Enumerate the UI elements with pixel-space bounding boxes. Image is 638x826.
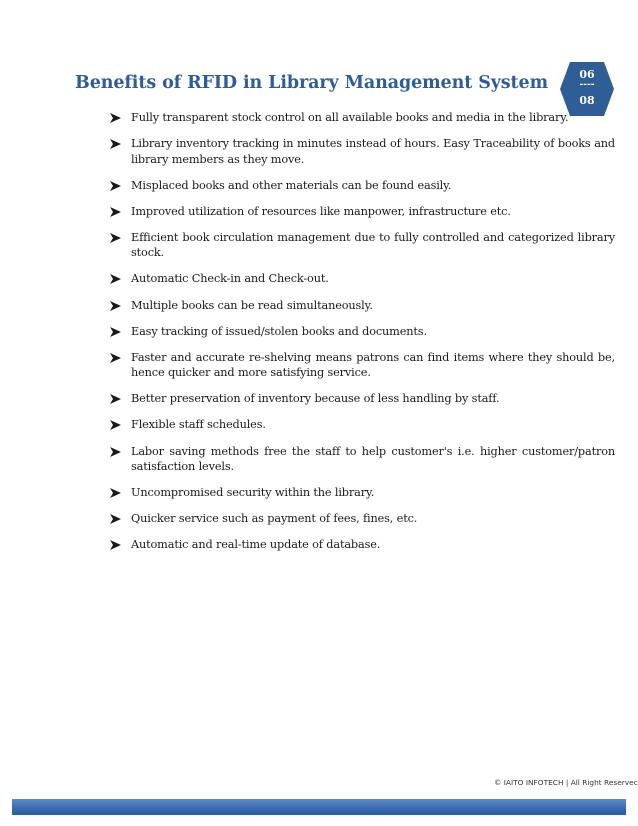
arrow-bullet-icon	[110, 447, 121, 457]
arrow-bullet-icon	[110, 394, 121, 404]
list-item	[110, 324, 615, 340]
list-item	[110, 271, 615, 287]
page-number-separator: ----	[579, 80, 595, 90]
list-item	[110, 110, 615, 126]
arrow-bullet-icon	[110, 233, 121, 243]
list-item	[110, 485, 615, 501]
list-item	[110, 230, 615, 261]
list-item-text: Labor saving methods free the staff to help customer's i.e. higher customer/patron satisfaction levels.	[131, 444, 615, 474]
arrow-bullet-icon	[110, 327, 121, 337]
footer-bar	[12, 799, 626, 815]
arrow-bullet-icon	[110, 181, 121, 191]
arrow-bullet-icon	[110, 514, 121, 524]
current-page-number: 06	[579, 68, 595, 81]
list-item	[110, 298, 615, 314]
list-item-text: Efficient book circulation management due to fully controlled and categorized library stock.	[131, 230, 615, 260]
arrow-bullet-icon	[110, 113, 121, 123]
arrow-bullet-icon	[110, 353, 121, 363]
list-item	[110, 178, 615, 194]
list-item-text: Improved utilization of resources like manpower, infrastructure etc.	[131, 204, 511, 218]
list-item-text: Misplaced books and other materials can be found easily.	[131, 178, 452, 192]
benefits-list	[110, 110, 615, 563]
list-item-text: Fully transparent stock control on all available books and media in the library.	[131, 111, 569, 124]
list-item-text: Faster and accurate re-shelving means patrons can find items where they should be, hence quicker and more satisfying service.	[131, 350, 615, 380]
list-item	[110, 444, 615, 475]
list-item-text: Multiple books can be read simultaneously.	[131, 298, 373, 312]
arrow-bullet-icon	[110, 540, 121, 550]
total-page-count: 08	[579, 94, 595, 107]
list-item-text: Library inventory tracking in minutes instead of hours. Easy Traceability of books and library members as they move.	[131, 137, 615, 166]
footer-copyright: © IAITO INFOTECH | All Right Reservec	[494, 778, 638, 787]
list-item	[110, 136, 615, 167]
list-item-text: Flexible staff schedules.	[131, 418, 266, 432]
arrow-bullet-icon	[110, 420, 121, 430]
list-item	[110, 511, 615, 527]
arrow-bullet-icon	[110, 301, 121, 311]
list-item-text: Uncompromised security within the library.	[131, 486, 375, 500]
list-item-text: Automatic and real-time update of database.	[131, 538, 381, 552]
arrow-bullet-icon	[110, 274, 121, 284]
list-item-text: Better preservation of inventory because of less handling by staff.	[131, 392, 500, 406]
list-item-text: Quicker service such as payment of fees, fines, etc.	[131, 512, 418, 526]
list-item	[110, 350, 615, 381]
arrow-bullet-icon	[110, 139, 121, 149]
list-item	[110, 537, 615, 553]
list-item-text: Automatic Check-in and Check-out.	[131, 272, 329, 286]
arrow-bullet-icon	[110, 488, 121, 498]
list-item-text: Easy tracking of issued/stolen books and documents.	[131, 324, 427, 338]
page-title: Benefits of RFID in Library Management System	[75, 73, 548, 93]
arrow-bullet-icon	[110, 207, 121, 217]
list-item	[110, 417, 615, 433]
list-item	[110, 391, 615, 407]
list-item	[110, 204, 615, 220]
